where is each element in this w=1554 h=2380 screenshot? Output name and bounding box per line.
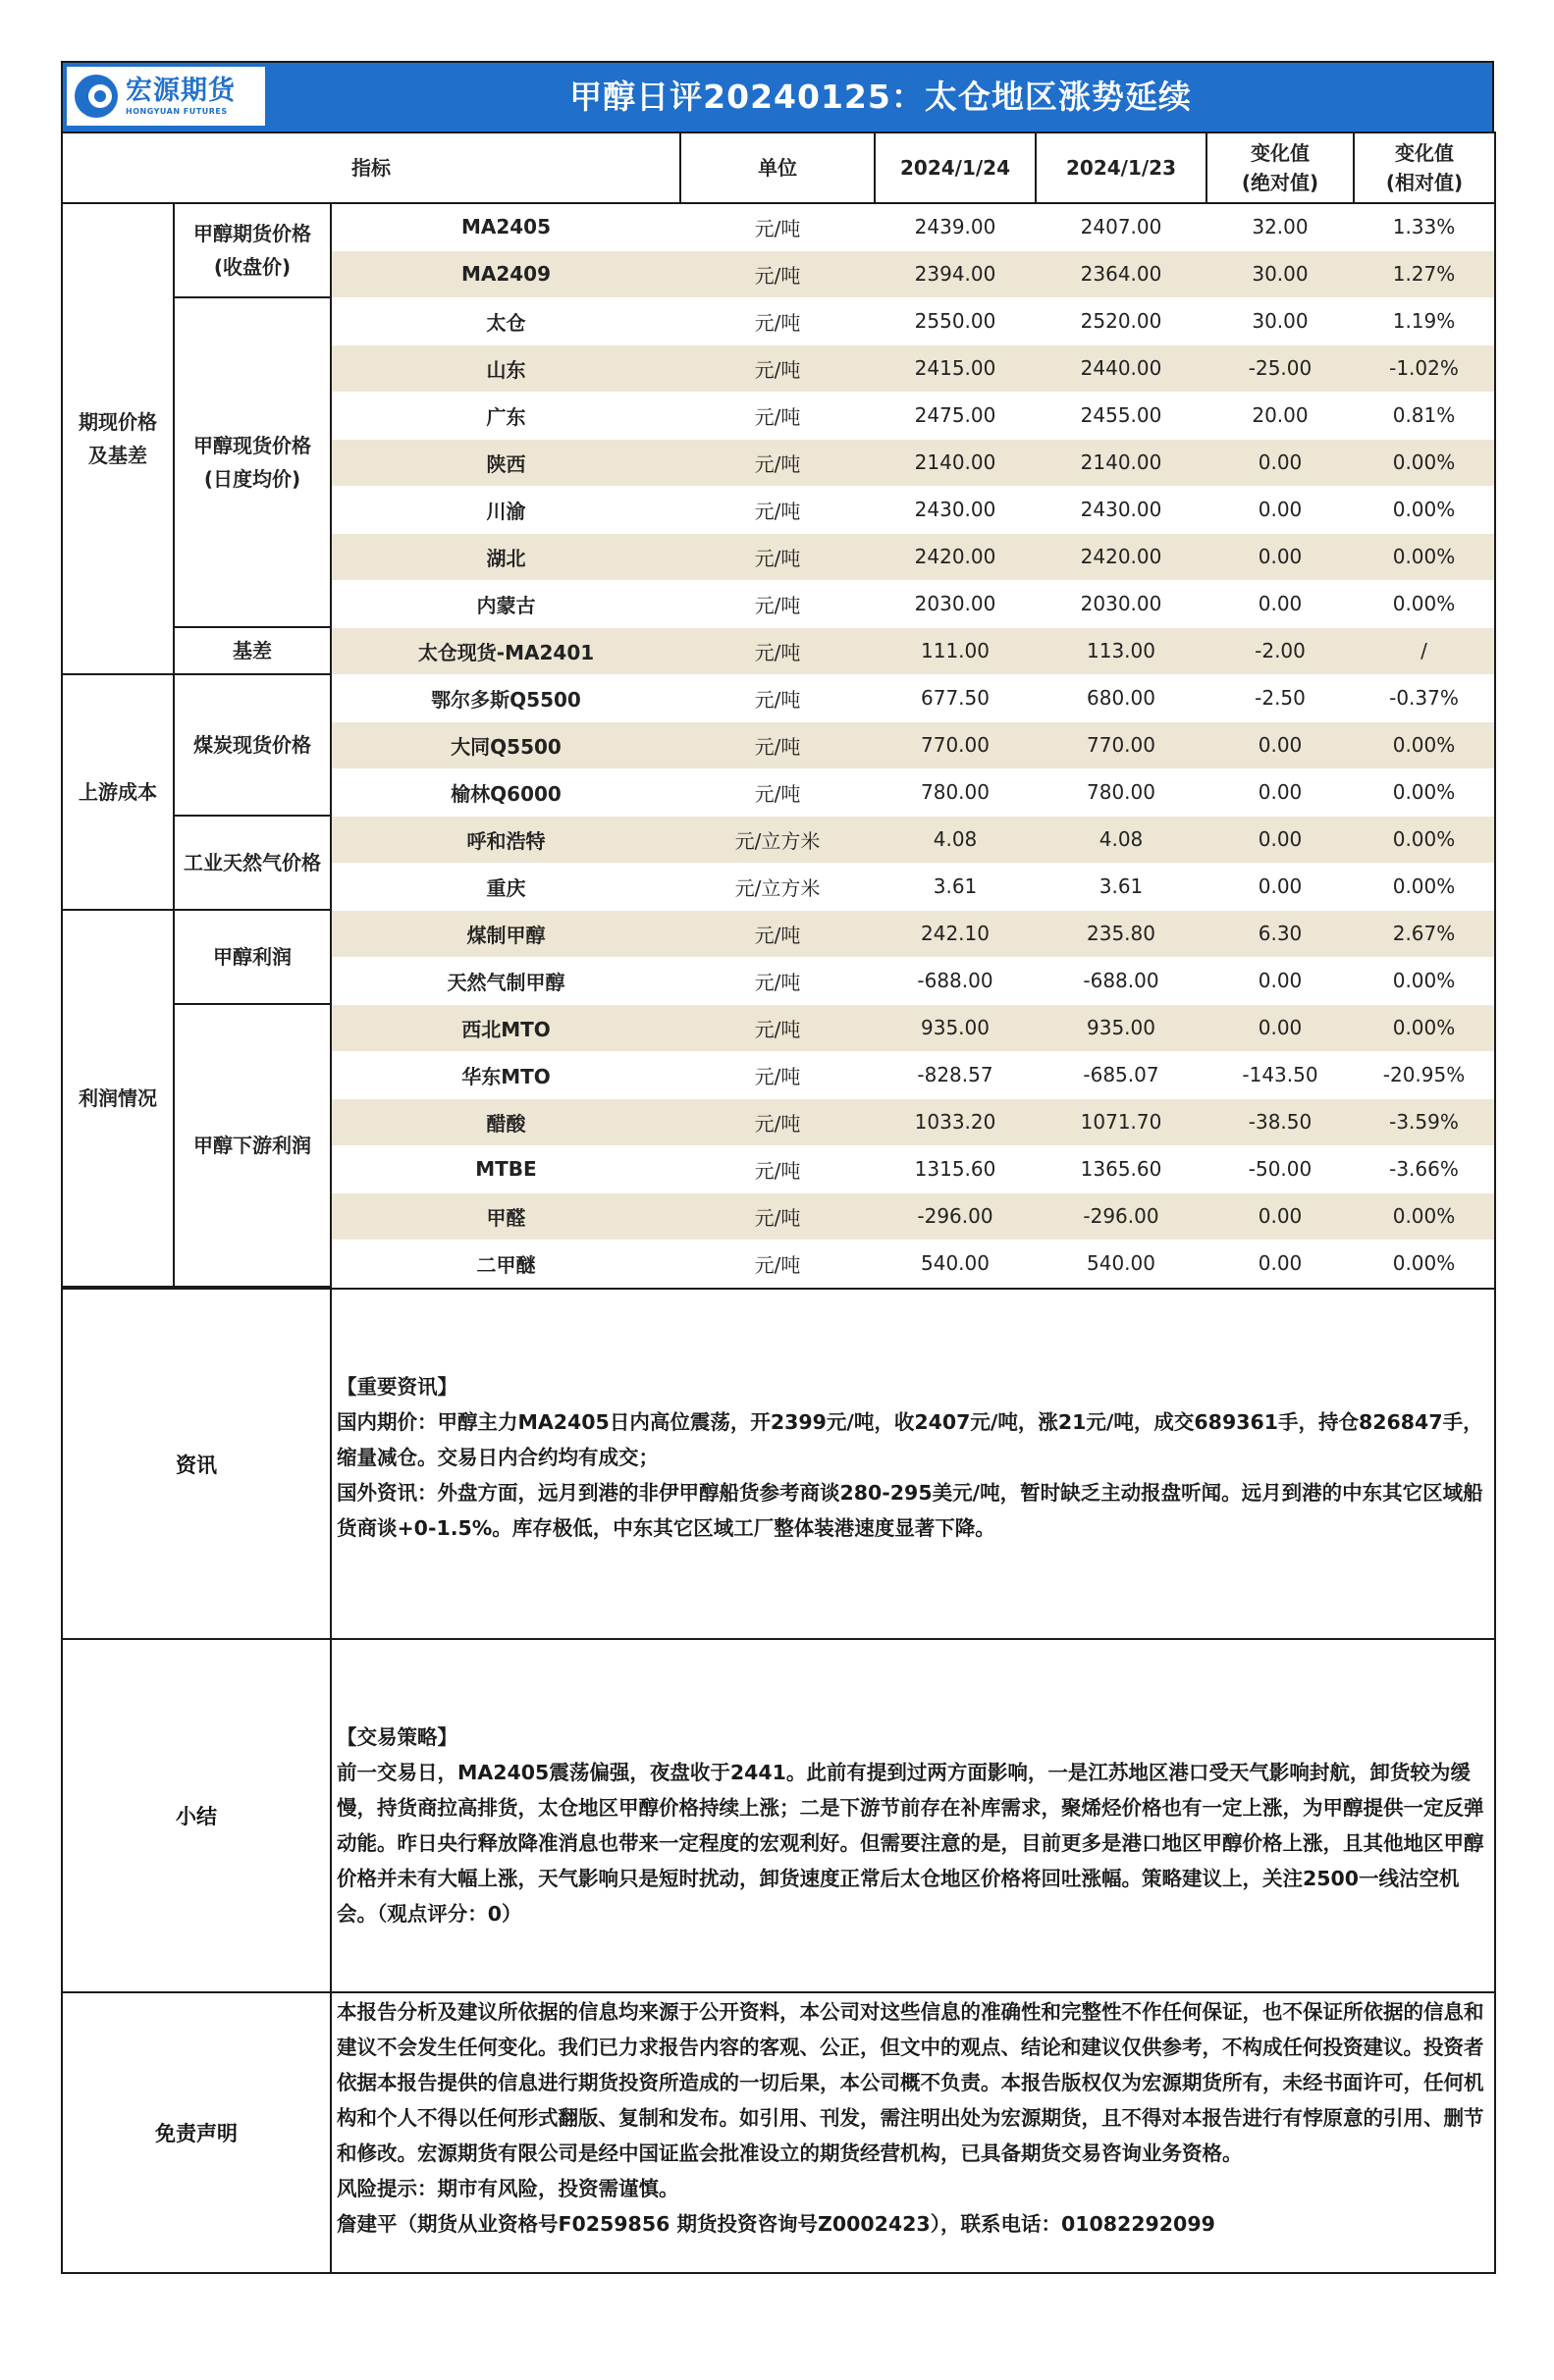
change-rel-cell: -0.37% [1354, 674, 1495, 721]
previous-value-cell: -685.07 [1036, 1051, 1206, 1098]
change-abs-cell: -50.00 [1206, 1145, 1354, 1192]
current-value-cell: 3.61 [875, 863, 1036, 910]
col-header-change-rel: 变化值 (相对值) [1354, 132, 1495, 203]
indicator-name: 山东 [331, 344, 680, 392]
risk-warning: 风险提示：期市有风险，投资需谨慎。 [337, 2177, 679, 2200]
unit-cell: 元/吨 [680, 1145, 875, 1192]
current-value-cell: 540.00 [875, 1240, 1036, 1287]
indicator-name: 呼和浩特 [331, 816, 680, 863]
unit-cell: 元/吨 [680, 768, 875, 816]
current-value-cell: 2394.00 [875, 250, 1036, 297]
group-label: 利润情况 [62, 910, 174, 1287]
disclaimer-paragraph: 本报告分析及建议所依据的信息均来源于公开资料，本公司对这些信息的准确性和完整性不作任何保证，也不保证所依据的信息和建议不会发生任何变化。我们已力求报告内容的客观、公正，但文中的观点、结论和建议仅供参考，不构成任何投资建议。投资者依据本报告提供的信息进行期货投资所造成的一切后果，本公司概不负责。本报告版权仅为宏源期货所有，未经书面许可，任何机构和个人不得以任何形式翻版、复制和发布。如引用、刊发，需注明出处为宏源期货，且不得对本报告进行有悖原意的引用、删节和修改。宏源期货有限公司是经中国证监会批准设立的期货经营机构，已具备期货交易咨询业务资格。 [337, 2000, 1484, 2165]
subgroup-label: 甲醇现货价格 (日度均价) [174, 297, 331, 627]
indicator-name: 醋酸 [331, 1098, 680, 1145]
change-rel-cell: 0.00% [1354, 533, 1495, 580]
change-abs-cell: 0.00 [1206, 533, 1354, 580]
table-body [62, 203, 1495, 1287]
change-abs-cell: -2.50 [1206, 674, 1354, 721]
indicator-name: MA2409 [331, 250, 680, 297]
change-rel-cell: -20.95% [1354, 1051, 1495, 1098]
current-value-cell: 2415.00 [875, 344, 1036, 392]
logo-mark-icon [75, 75, 118, 118]
unit-cell: 元/吨 [680, 580, 875, 627]
change-rel-cell: 1.19% [1354, 297, 1495, 344]
change-abs-cell: 0.00 [1206, 863, 1354, 910]
previous-value-cell: 235.80 [1036, 910, 1206, 957]
summary-section [62, 1639, 1495, 1992]
indicator-name: 广东 [331, 392, 680, 439]
change-rel-cell: 0.00% [1354, 486, 1495, 533]
news-paragraph-domestic: 国内期价：甲醇主力MA2405日内高位震荡，开2399元/吨，收2407元/吨，涨21元/吨，成交689361手，持仓826847手，缩量减仓。交易日内合约均有成交； [337, 1410, 1483, 1469]
change-rel-cell: 1.27% [1354, 250, 1495, 297]
indicator-name: 重庆 [331, 863, 680, 910]
table-row [62, 297, 1495, 344]
previous-value-cell: 2455.00 [1036, 392, 1206, 439]
group-label: 上游成本 [62, 674, 174, 910]
change-rel-cell: -3.66% [1354, 1145, 1495, 1192]
current-value-cell: 2430.00 [875, 486, 1036, 533]
previous-value-cell: 540.00 [1036, 1240, 1206, 1287]
logo-name-en: HONGYUAN FUTURES [126, 107, 228, 116]
change-abs-cell: 0.00 [1206, 1004, 1354, 1051]
logo-text [126, 76, 236, 117]
summary-heading: 【交易策略】 [337, 1725, 457, 1749]
previous-value-cell: 780.00 [1036, 768, 1206, 816]
change-abs-cell: 32.00 [1206, 203, 1354, 250]
indicator-name: 鄂尔多斯Q5500 [331, 674, 680, 721]
change-abs-cell: 0.00 [1206, 1240, 1354, 1287]
indicator-name: 太仓现货-MA2401 [331, 627, 680, 674]
subgroup-label: 甲醇期货价格 (收盘价) [174, 203, 331, 297]
unit-cell: 元/吨 [680, 250, 875, 297]
news-section [62, 1289, 1495, 1639]
col-header-change-abs: 变化值 (绝对值) [1206, 132, 1354, 203]
unit-cell: 元/吨 [680, 1192, 875, 1240]
previous-value-cell: 3.61 [1036, 863, 1206, 910]
change-rel-cell: 0.00% [1354, 768, 1495, 816]
unit-cell: 元/吨 [680, 439, 875, 486]
indicator-name: 二甲醚 [331, 1240, 680, 1287]
current-value-cell: 2550.00 [875, 297, 1036, 344]
unit-cell: 元/吨 [680, 297, 875, 344]
change-rel-cell: 0.00% [1354, 580, 1495, 627]
subgroup-label: 甲醇利润 [174, 910, 331, 1004]
change-abs-cell: -143.50 [1206, 1051, 1354, 1098]
commentary-table [61, 1288, 1496, 2274]
indicator-name: 陕西 [331, 439, 680, 486]
group-label: 期现价格 及基差 [62, 203, 174, 674]
unit-cell: 元/吨 [680, 627, 875, 674]
previous-value-cell: 2440.00 [1036, 344, 1206, 392]
change-rel-cell: 0.00% [1354, 1192, 1495, 1240]
previous-value-cell: -296.00 [1036, 1192, 1206, 1240]
unit-cell: 元/吨 [680, 957, 875, 1004]
previous-value-cell: -688.00 [1036, 957, 1206, 1004]
indicator-name: 西北MTO [331, 1004, 680, 1051]
indicator-name: MTBE [331, 1145, 680, 1192]
previous-value-cell: 4.08 [1036, 816, 1206, 863]
previous-value-cell: 2520.00 [1036, 297, 1206, 344]
change-abs-cell: -2.00 [1206, 627, 1354, 674]
previous-value-cell: 680.00 [1036, 674, 1206, 721]
unit-cell: 元/吨 [680, 1051, 875, 1098]
unit-cell: 元/吨 [680, 533, 875, 580]
current-value-cell: 111.00 [875, 627, 1036, 674]
disclaimer-section [62, 1992, 1495, 2273]
unit-cell: 元/吨 [680, 1098, 875, 1145]
previous-value-cell: 2430.00 [1036, 486, 1206, 533]
current-value-cell: 2439.00 [875, 203, 1036, 250]
news-section-content [331, 1289, 1495, 1639]
change-rel-cell: 0.00% [1354, 439, 1495, 486]
change-abs-cell: 0.00 [1206, 768, 1354, 816]
current-value-cell: 770.00 [875, 721, 1036, 768]
table-row [62, 910, 1495, 957]
indicator-name: 内蒙古 [331, 580, 680, 627]
change-abs-cell: 0.00 [1206, 1192, 1354, 1240]
unit-cell: 元/吨 [680, 1004, 875, 1051]
summary-section-content [331, 1639, 1495, 1992]
col-header-indicator: 指标 [62, 132, 680, 203]
disclaimer-section-label: 免责声明 [62, 1992, 331, 2273]
indicator-name: 川渝 [331, 486, 680, 533]
company-logo [67, 67, 265, 126]
indicator-name: 大同Q5500 [331, 721, 680, 768]
indicator-name: MA2405 [331, 203, 680, 250]
change-abs-cell: 0.00 [1206, 439, 1354, 486]
change-abs-cell: -25.00 [1206, 344, 1354, 392]
table-row [62, 1004, 1495, 1051]
current-value-cell: 242.10 [875, 910, 1036, 957]
news-paragraph-foreign: 国外资讯：外盘方面，远月到港的非伊甲醇船货参考商谈280-295美元/吨，暂时缺乏主动报盘听闻。远月到港的中东其它区域船货商谈+0-1.5%。库存极低，中东其它区域工厂整体装港速度显著下降。 [337, 1481, 1483, 1540]
unit-cell: 元/吨 [680, 344, 875, 392]
current-value-cell: 2140.00 [875, 439, 1036, 486]
unit-cell: 元/吨 [680, 721, 875, 768]
change-rel-cell: 0.00% [1354, 816, 1495, 863]
indicator-name: 湖北 [331, 533, 680, 580]
current-value-cell: -688.00 [875, 957, 1036, 1004]
summary-paragraph-strategy: 前一交易日，MA2405震荡偏强，夜盘收于2441。此前有提到过两方面影响，一是江苏地区港口受天气影响封航，卸货较为缓慢，持货商拉高排货，太仓地区甲醇价格持续上涨；二是下游节前存在补库需求，聚烯烃价格也有一定上涨，为甲醇提供一定反弹动能。昨日央行释放降准消息也带来一定程度的宏观利好。但需要注意的是，目前更多是港口地区甲醇价格上涨，且其他地区甲醇价格并未有大幅上涨，天气影响只是短时扰动，卸货速度正常后太仓地区价格将回吐涨幅。策略建议上，关注2500一线沽空机会。（观点评分：0） [337, 1761, 1484, 1926]
change-abs-cell: 0.00 [1206, 580, 1354, 627]
unit-cell: 元/吨 [680, 1240, 875, 1287]
current-value-cell: 2475.00 [875, 392, 1036, 439]
change-rel-cell: 0.00% [1354, 863, 1495, 910]
change-abs-cell: 0.00 [1206, 816, 1354, 863]
unit-cell: 元/立方米 [680, 816, 875, 863]
unit-cell: 元/立方米 [680, 863, 875, 910]
change-abs-cell: -38.50 [1206, 1098, 1354, 1145]
unit-cell: 元/吨 [680, 910, 875, 957]
change-rel-cell: 2.67% [1354, 910, 1495, 957]
unit-cell: 元/吨 [680, 203, 875, 250]
indicator-name: 煤制甲醇 [331, 910, 680, 957]
change-abs-cell: 30.00 [1206, 250, 1354, 297]
current-value-cell: 2030.00 [875, 580, 1036, 627]
report-title: 甲醇日评20240125：太仓地区涨势延续 [569, 78, 1192, 116]
summary-section-label: 小结 [62, 1639, 331, 1992]
previous-value-cell: 935.00 [1036, 1004, 1206, 1051]
indicator-name: 太仓 [331, 297, 680, 344]
current-value-cell: 1033.20 [875, 1098, 1036, 1145]
previous-value-cell: 1071.70 [1036, 1098, 1206, 1145]
table-row [62, 627, 1495, 674]
change-rel-cell: 0.00% [1354, 957, 1495, 1004]
col-header-unit: 单位 [680, 132, 875, 203]
report-header [61, 61, 1494, 132]
change-rel-cell: 0.81% [1354, 392, 1495, 439]
current-value-cell: 935.00 [875, 1004, 1036, 1051]
previous-value-cell: 2420.00 [1036, 533, 1206, 580]
table-row [62, 674, 1495, 721]
indicator-table [61, 132, 1496, 1288]
table-row [62, 816, 1495, 863]
change-rel-cell: 1.33% [1354, 203, 1495, 250]
table-header-row [62, 132, 1495, 203]
change-abs-cell: 20.00 [1206, 392, 1354, 439]
unit-cell: 元/吨 [680, 392, 875, 439]
indicator-name: 天然气制甲醇 [331, 957, 680, 1004]
previous-value-cell: 2030.00 [1036, 580, 1206, 627]
subgroup-label: 煤炭现货价格 [174, 674, 331, 816]
unit-cell: 元/吨 [680, 674, 875, 721]
disclaimer-section-content [331, 1992, 1495, 2273]
change-rel-cell: -1.02% [1354, 344, 1495, 392]
change-rel-cell: -3.59% [1354, 1098, 1495, 1145]
previous-value-cell: 2407.00 [1036, 203, 1206, 250]
indicator-name: 华东MTO [331, 1051, 680, 1098]
change-abs-cell: 0.00 [1206, 486, 1354, 533]
previous-value-cell: 770.00 [1036, 721, 1206, 768]
unit-cell: 元/吨 [680, 486, 875, 533]
report-sheet [61, 61, 1494, 2274]
indicator-name: 甲醛 [331, 1192, 680, 1240]
previous-value-cell: 2364.00 [1036, 250, 1206, 297]
change-rel-cell: 0.00% [1354, 1240, 1495, 1287]
indicator-name: 榆林Q6000 [331, 768, 680, 816]
col-header-date-previous: 2024/1/23 [1036, 132, 1206, 203]
change-rel-cell: / [1354, 627, 1495, 674]
change-rel-cell: 0.00% [1354, 1004, 1495, 1051]
current-value-cell: -296.00 [875, 1192, 1036, 1240]
subgroup-label: 甲醇下游利润 [174, 1004, 331, 1287]
previous-value-cell: 1365.60 [1036, 1145, 1206, 1192]
change-abs-cell: 0.00 [1206, 957, 1354, 1004]
current-value-cell: -828.57 [875, 1051, 1036, 1098]
change-abs-cell: 6.30 [1206, 910, 1354, 957]
subgroup-label: 基差 [174, 627, 331, 674]
current-value-cell: 780.00 [875, 768, 1036, 816]
news-heading: 【重要资讯】 [337, 1375, 457, 1399]
previous-value-cell: 113.00 [1036, 627, 1206, 674]
current-value-cell: 1315.60 [875, 1145, 1036, 1192]
change-abs-cell: 0.00 [1206, 721, 1354, 768]
analyst-contact: 詹建平（期货从业资格号F0259856 期货投资咨询号Z0002423），联系电话：01082292099 [337, 2212, 1215, 2236]
previous-value-cell: 2140.00 [1036, 439, 1206, 486]
news-section-label: 资讯 [62, 1289, 331, 1639]
col-header-date-current: 2024/1/24 [875, 132, 1036, 203]
change-rel-cell: 0.00% [1354, 721, 1495, 768]
subgroup-label: 工业天然气价格 [174, 816, 331, 910]
change-abs-cell: 30.00 [1206, 297, 1354, 344]
table-row [62, 203, 1495, 250]
current-value-cell: 2420.00 [875, 533, 1036, 580]
logo-name-cn: 宏源期货 [126, 76, 236, 106]
current-value-cell: 677.50 [875, 674, 1036, 721]
current-value-cell: 4.08 [875, 816, 1036, 863]
